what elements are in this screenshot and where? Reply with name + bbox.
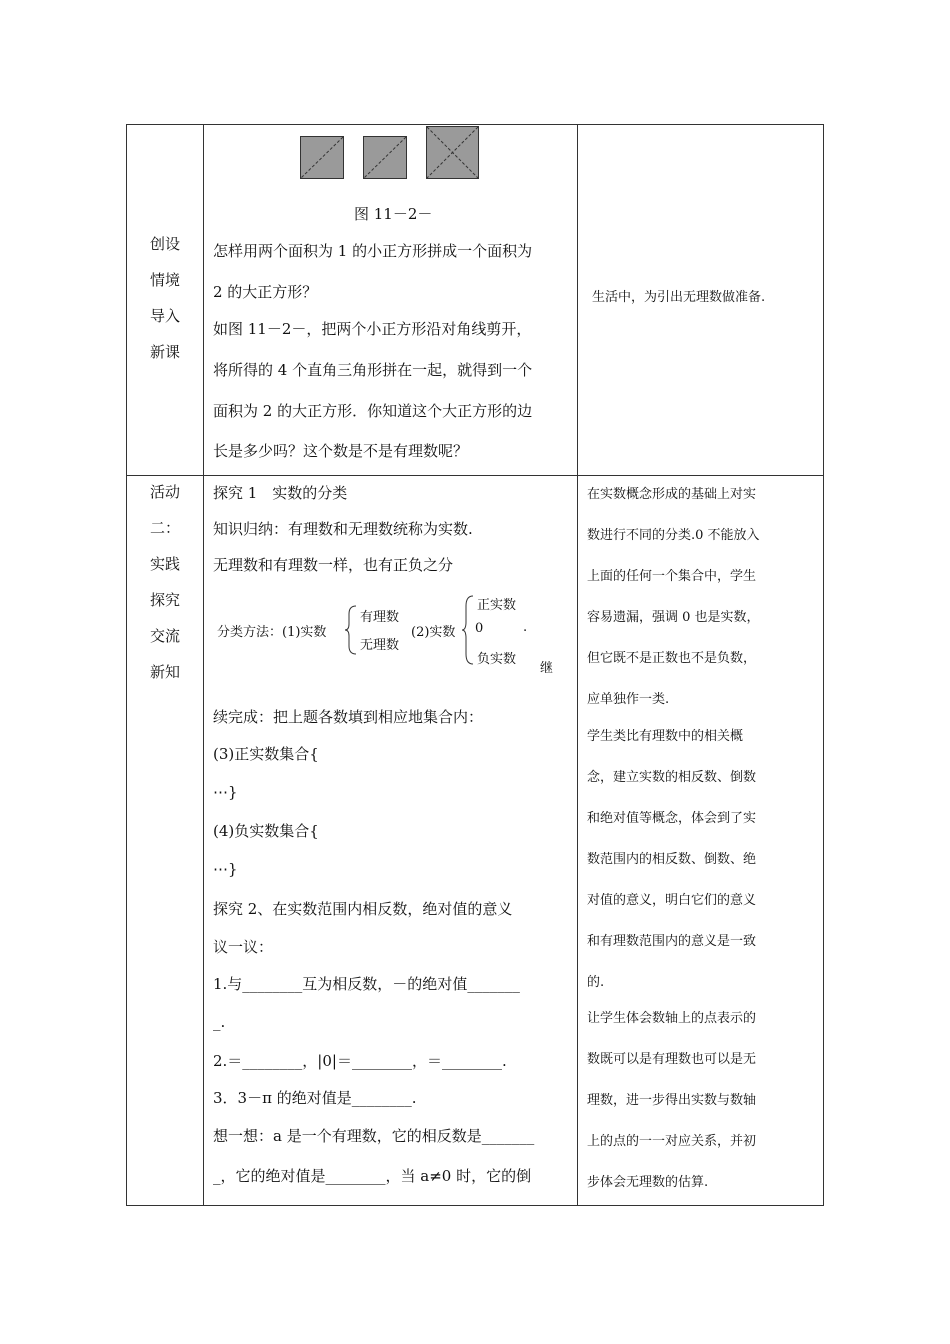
note-line: 念，建立实数的相反数、倒数 (587, 770, 757, 785)
stage-line: 新课 (149, 343, 180, 361)
column-divider (577, 125, 578, 1205)
note-line: 在实数概念形成的基础上对实 (587, 487, 757, 502)
classify-dot: . (523, 620, 528, 635)
column-divider (203, 125, 204, 1205)
stage-line: 实践 (149, 555, 180, 573)
note-line: 理数，进一步得出实数与数轴 (587, 1093, 757, 1108)
stage-line: 情境 (149, 271, 180, 289)
text-line: 2.＝________，|0|＝________，＝________. (213, 1052, 507, 1070)
note-line: 容易遗漏，强调 0 也是实数， (587, 610, 760, 625)
text-line: 探究 1 实数的分类 (213, 484, 348, 502)
note-line: 上的点的一一对应关系，并初 (587, 1134, 757, 1149)
text-line: ⋯} (213, 783, 238, 801)
stage-line: 新知 (149, 663, 180, 681)
note-line: 但它既不是正数也不是负数， (587, 651, 757, 666)
classify-irrational: 无理数 (360, 638, 400, 653)
text-line: ⋯} (213, 860, 238, 878)
left-brace (344, 604, 358, 656)
note-line: 让学生体会数轴上的点表示的 (587, 1011, 757, 1026)
classify-rational: 有理数 (360, 610, 400, 625)
small-square-figure-1 (300, 136, 344, 179)
text-line: 将所得的 4 个直角三角形拼在一起，就得到一个 (213, 361, 533, 379)
text-line: (3)正实数集合{ (213, 745, 319, 763)
note-line: 数范围内的相反数、倒数、绝 (587, 852, 757, 867)
row-divider (127, 475, 823, 476)
text-line: _，它的绝对值是________，当 a≠0 时，它的倒 (213, 1167, 532, 1185)
classify-zero: 0 (475, 621, 484, 636)
note-line: 数既可以是有理数也可以是无 (587, 1052, 757, 1067)
stage-line: 二： (149, 519, 180, 537)
classify-positive: 正实数 (477, 598, 517, 613)
text-line: 如图 11－2－，把两个小正方形沿对角线剪开， (213, 320, 532, 338)
classify-mid: (2)实数 (411, 625, 456, 640)
text-line: 续完成：把上题各数填到相应地集合内： (213, 708, 484, 726)
note-line: 和绝对值等概念，体会到了实 (587, 811, 757, 826)
classify-negative: 负实数 (477, 652, 517, 667)
stage-line: 导入 (149, 307, 180, 325)
left-brace (461, 594, 475, 666)
text-line: 无理数和有理数一样，也有正负之分 (213, 556, 454, 574)
classify-prefix: 分类方法：(1)实数 (217, 625, 327, 640)
text-line: _. (213, 1013, 226, 1031)
note-line: 上面的任何一个集合中，学生 (587, 569, 757, 584)
note-line: 应单独作一类. (587, 692, 670, 707)
text-line: (4)负实数集合{ (213, 822, 319, 840)
note-line: 学生类比有理数中的相关概 (587, 729, 744, 744)
note-line: 数进行不同的分类.0 不能放入 (587, 528, 760, 543)
note-line: 步体会无理数的估算. (587, 1175, 709, 1190)
text-line: 1.与________互为相反数，－的绝对值_______ (213, 975, 520, 993)
text-line: 长是多少吗？这个数是不是有理数呢？ (213, 442, 469, 460)
stage-label-activity (148, 474, 182, 690)
text-line: 议一议： (213, 938, 274, 956)
stage-label-intro (148, 226, 182, 370)
text-line: 想一想：a 是一个有理数，它的相反数是_______ (213, 1127, 535, 1145)
large-square-figure (426, 126, 479, 179)
text-line: 怎样用两个面积为 1 的小正方形拼成一个面积为 (213, 242, 533, 260)
text-line: 3．3－π 的绝对值是________. (213, 1089, 417, 1107)
text-line: 面积为 2 的大正方形．你知道这个大正方形的边 (213, 402, 533, 420)
text-line: 知识归纳：有理数和无理数统称为实数. (213, 520, 473, 538)
small-square-figure-2 (363, 136, 407, 179)
stage-line: 活动 (149, 483, 180, 501)
stage-line: 交流 (149, 627, 180, 645)
text-line: 2 的大正方形？ (213, 283, 318, 301)
note-intro: 生活中，为引出无理数做准备. (592, 290, 766, 305)
stage-line: 创设 (149, 235, 180, 253)
note-line: 对值的意义，明白它们的意义 (587, 893, 757, 908)
text-line: 探究 2、在实数范围内相反数，绝对值的意义 (213, 900, 513, 918)
figure-caption: 图 11－2－ (354, 205, 433, 223)
note-line: 的. (587, 975, 605, 990)
classify-continue: 继 (540, 661, 554, 676)
stage-line: 探究 (149, 591, 180, 609)
note-line: 和有理数范围内的意义是一致 (587, 934, 757, 949)
